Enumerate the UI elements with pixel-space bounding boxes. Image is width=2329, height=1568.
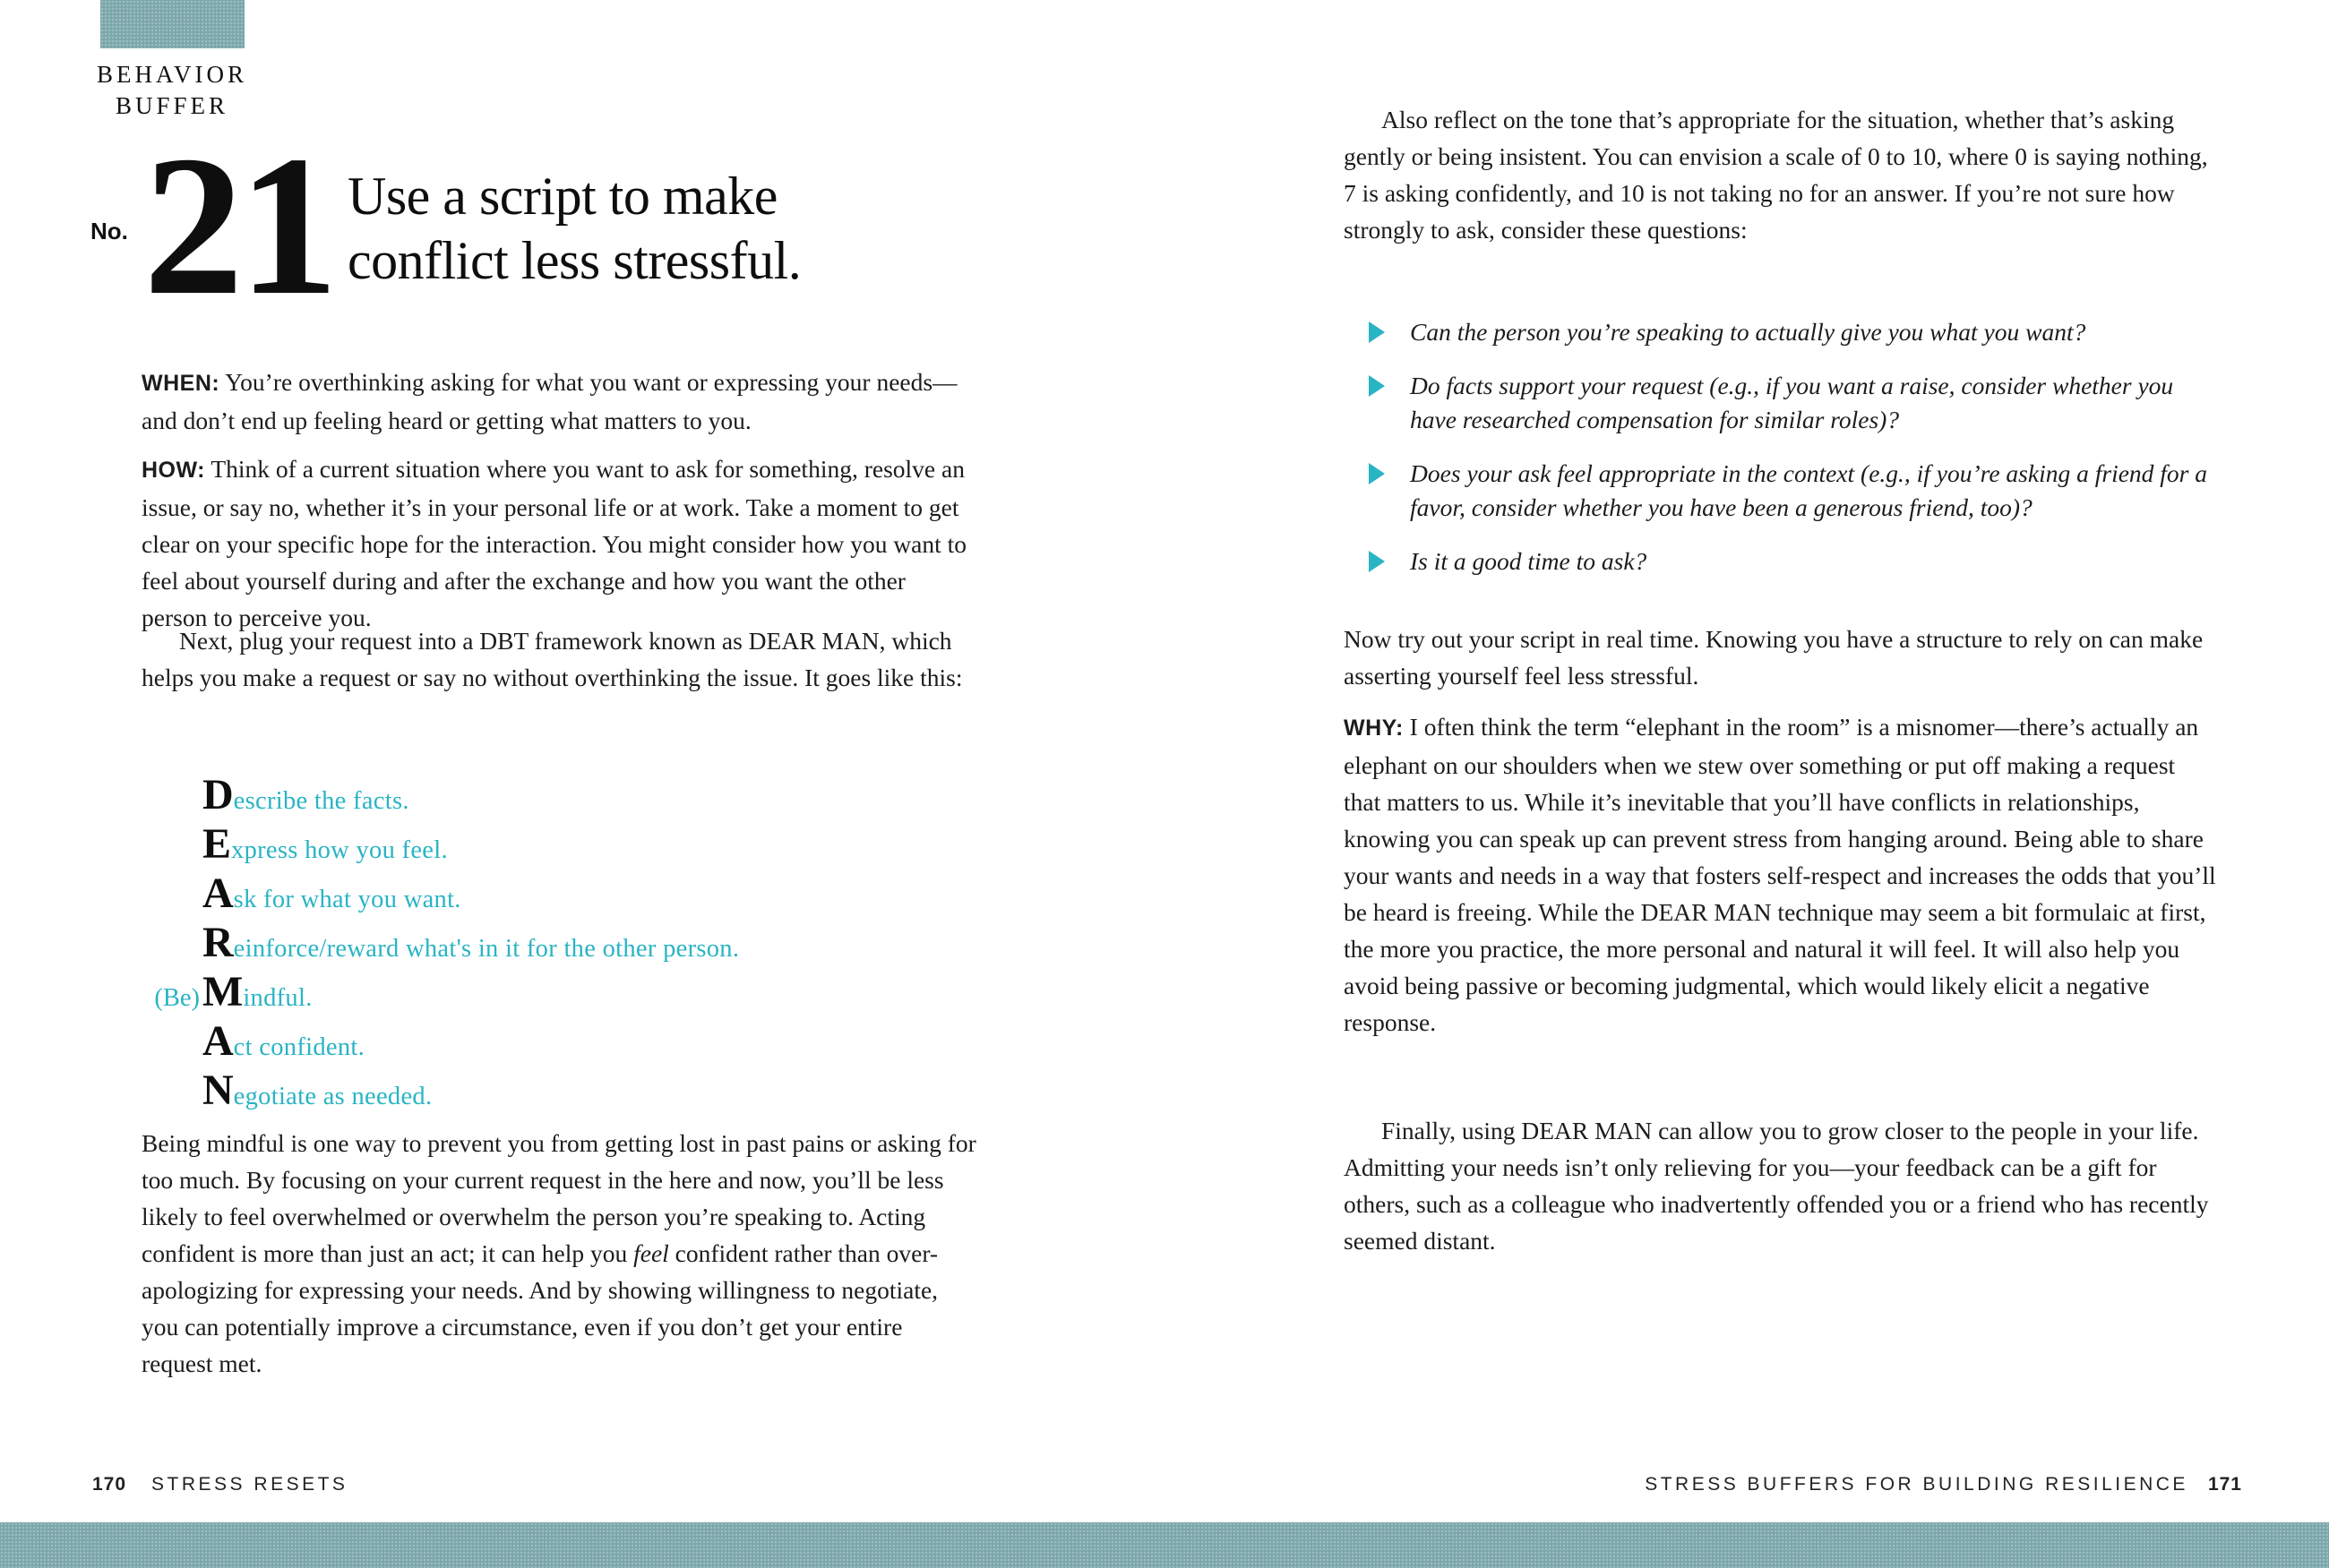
badge-line-1: BEHAVIOR: [96, 61, 247, 88]
dear-letter: M: [202, 968, 244, 1015]
dear-man-list: [141, 770, 739, 1115]
chapter-badge-label: [56, 59, 288, 122]
list-item: [1369, 544, 2220, 578]
questions-list: [1369, 315, 2220, 598]
list-item: [1369, 369, 2220, 437]
why-label: WHY:: [1344, 715, 1404, 741]
dear-rest: indful.: [243, 984, 313, 1012]
dear-letter: A: [202, 870, 234, 917]
triangle-bullet-icon: [1369, 463, 1385, 484]
how-paragraph: [142, 450, 976, 636]
running-head-left: STRESS RESETS: [151, 1474, 348, 1495]
dear-prefix: (Be): [154, 984, 200, 1012]
running-head-right: STRESS BUFFERS FOR BUILDING RESILIENCE: [1645, 1474, 2188, 1495]
bullet-text: Is it a good time to ask?: [1410, 547, 1647, 575]
list-item: [141, 819, 739, 869]
chapter-title: [348, 164, 993, 293]
list-item: [141, 770, 739, 819]
when-text: You’re overthinking asking for what you want or expressing your needs—and don’t end up feeling heard or getting what matters to you.: [142, 368, 958, 434]
page-number-right: 171: [2207, 1474, 2242, 1495]
dear-letter: R: [202, 919, 234, 966]
how-text: Think of a current situation where you want to ask for something, resolve an issue, or say no, whether it’s in your personal life or at work. Take a moment to get clear on your specific hope for the interaction. You might consider how you want to feel about yourself during and after the exchange and how you want the other person to perceive you.: [142, 455, 967, 631]
dear-letter: N: [202, 1067, 234, 1114]
when-label: WHEN:: [142, 371, 220, 396]
finally-paragraph: Finally, using DEAR MAN can allow you to grow closer to the people in your life. Admitting your needs isn’t only relieving for you—your feedback can be a gift for others, such as a colleague who inadvertently offended you or a friend who has recently seemed distant.: [1344, 1117, 2209, 1255]
chapter-title-line-1: Use a script to make: [348, 167, 778, 226]
tone-paragraph: Also reflect on the tone that’s appropriate for the situation, whether that’s asking gently or being insistent. You can envision a scale of 0 to 10, where 0 is saying nothing, 7 is asking confidently, and 10 is not taking no for an answer. If you’re not sure how strongly to ask, consider these questions:: [1344, 106, 2208, 244]
list-item: [141, 918, 739, 967]
page-number-left: 170: [92, 1474, 127, 1495]
bullet-text: Does your ask feel appropriate in the context (e.g., if you’re asking a friend for a favor, consider whether you have been a generous friend, too)?: [1410, 459, 2208, 521]
bullet-text: Do facts support your request (e.g., if you want a raise, consider whether you have researched compensation for similar roles)?: [1410, 372, 2174, 433]
chapter-title-line-2: conflict less stressful.: [348, 231, 802, 290]
list-item: [141, 1016, 739, 1066]
closing-part-1: Being mindful is one way to prevent you from getting lost in past pains or asking for too much. By focusing on your current request in the here and now, you’ll be less likely to feel overwhelmed or overwhelm the person you’re speaking to. Acting confident is more than just an act; it can help you: [142, 1129, 976, 1267]
list-item: [1369, 315, 2220, 349]
dear-rest: escribe the facts.: [233, 787, 409, 815]
list-item: [141, 1066, 739, 1115]
list-item: [1369, 457, 2220, 525]
dear-rest: egotiate as needed.: [233, 1083, 433, 1110]
triangle-bullet-icon: [1369, 321, 1385, 343]
chapter-badge-rect: [100, 0, 245, 48]
triangle-bullet-icon: [1369, 375, 1385, 397]
footer-right: [1645, 1474, 2242, 1495]
chapter-number-prefix: No.: [90, 218, 128, 244]
closing-part-2: confident rather than over-apologizing for expressing your needs. And by showing willingness to negotiate, you can potentially improve a circumstance, even if you don’t get your entire request met.: [142, 1239, 939, 1377]
badge-line-2: BUFFER: [115, 92, 229, 119]
why-paragraph: [1344, 708, 2217, 1041]
dear-letter: A: [202, 1017, 234, 1065]
closing-italic-word: feel: [633, 1239, 669, 1267]
bullet-text: Can the person you’re speaking to actually give you what you want?: [1410, 318, 2086, 346]
list-item: [141, 967, 739, 1016]
try-paragraph: Now try out your script in real time. Knowing you have a structure to rely on can make asserting yourself feel less stressful.: [1344, 625, 2204, 690]
dear-letter: E: [202, 820, 232, 868]
list-item: [141, 869, 739, 918]
closing-paragraph: [142, 1125, 976, 1382]
why-text: I often think the term “elephant in the room” is a misnomer—there’s actually an elephant on our shoulders when we stew over something or put off making a request that matters to us. While it’s inevitable that you’ll have conflicts in relationships, knowing you can speak up can prevent stress from hanging around. Being able to share your wants and needs in a way that fosters self-respect and increases the odds that you’ll be heard is freeing. While the DEAR MAN technique may seem a bit formulaic at first, the more you practice, the more personal and natural it will feel. It will also help you avoid being passive or becoming judgmental, which would likely elicit a negative response.: [1344, 713, 2216, 1036]
triangle-bullet-icon: [1369, 551, 1385, 572]
dear-rest: einforce/reward what's in it for the other person.: [233, 935, 740, 963]
footer-left: [92, 1474, 348, 1495]
dear-rest: ct confident.: [233, 1033, 365, 1061]
how-label: HOW:: [142, 458, 205, 483]
dear-letter: D: [202, 771, 234, 818]
next-paragraph: Next, plug your request into a DBT framework known as DEAR MAN, which helps you make a request or say no without overthinking the issue. It goes like this:: [142, 627, 963, 691]
chapter-number: 21: [143, 115, 333, 337]
dear-rest: xpress how you feel.: [231, 836, 448, 864]
when-paragraph: [142, 364, 976, 439]
bottom-color-band: [0, 1522, 2329, 1568]
dear-rest: sk for what you want.: [233, 886, 461, 913]
